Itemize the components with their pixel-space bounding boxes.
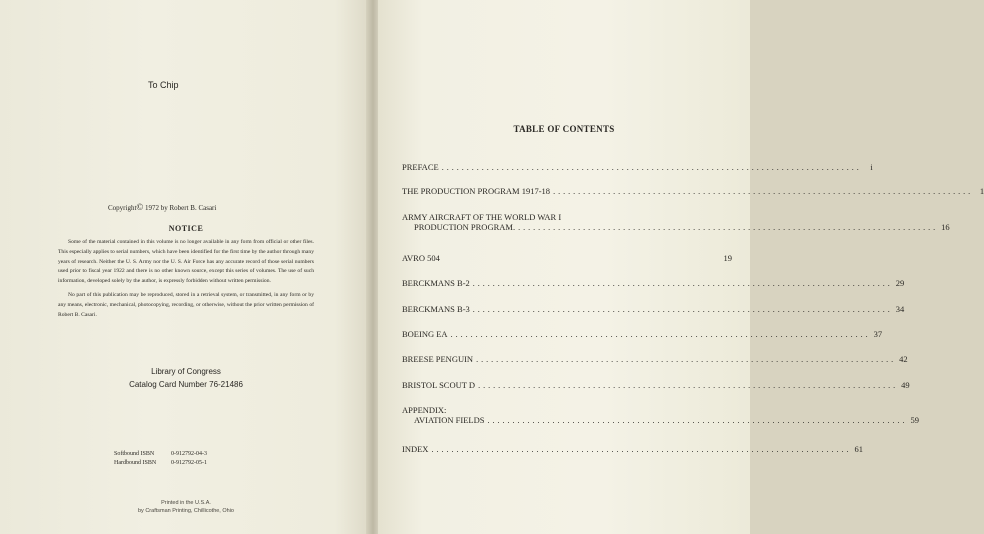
copyright-symbol: © [136,202,144,212]
toc-leader: .................................................................................... [472,305,893,314]
toc-leader: .................................................................................... [476,355,897,364]
toc-entry-title: BREESE PENGUIN [402,354,474,364]
isbn-label: Softbound ISBN [114,451,155,457]
toc-entry-title: BOEING EA [402,329,448,339]
toc-entry-title: ARMY AIRCRAFT OF THE WORLD WAR I [402,212,562,222]
toc-entry [402,253,732,263]
toc-title: TABLE OF CONTENTS [513,124,615,134]
toc-page-number: 61 [854,444,863,454]
library-of-congress [0,366,372,391]
toc-page-number: i [870,162,873,172]
toc-page-number: 59 [910,415,919,425]
toc-entry-title: APPENDIX: [402,405,447,415]
printed-in [0,500,372,515]
toc-entry [402,212,950,232]
toc-entry-title: PREFACE [402,162,439,172]
isbn-value: 0-912792-05-1 [171,459,207,466]
toc-entry-subtitle: AVIATION FIELDS [414,415,485,425]
toc-entry [402,380,910,390]
toc-entry [402,405,919,425]
toc-entry-title: INDEX [402,444,429,454]
isbn-label: Hardbound ISBN [114,459,157,466]
toc-entry [402,162,873,172]
toc-entry-title: BERCKMANS B-2 [402,278,470,288]
isbn-row-hardbound [114,459,207,468]
isbn-row-softbound [114,450,207,459]
toc-entry [402,304,905,314]
isbn-value: 0-912792-04-3 [171,451,207,457]
toc-page-number: 34 [895,304,905,314]
toc-entry-title: AVRO 504 [402,253,440,263]
toc-leader: .................................................................................... [431,445,852,454]
toc-entry [402,444,863,454]
toc-entry-title: THE PRODUCTION PROGRAM 1917-18 [402,186,551,196]
toc-entry [402,354,908,364]
toc-leader: .................................................................................... [487,416,908,425]
toc-entry-title: BRISTOL SCOUT D [402,380,476,390]
toc-entry [402,278,905,288]
printer-line: by Craftsman Printing, Chillicothe, Ohio [138,507,234,514]
toc-entry [402,186,984,196]
toc-leader: .................................................................................... [472,279,893,288]
toc-leader: .................................................................................... [441,163,862,172]
toc-leader: .................................................................................... [553,187,974,196]
printed-line: Printed in the U.S.A. [161,500,211,506]
toc-entry-subtitle: PRODUCTION PROGRAM. [414,222,516,232]
catalog-card-line: Catalog Card Number 76-21486 [129,379,243,389]
toc-page-number: 16 [941,222,950,232]
toc-leader: .................................................................................... [478,381,899,390]
toc-leader: .................................................................................... [450,330,871,339]
notice-paragraph: Some of the material contained in this volume is no longer available in any form from official or other files. This especially applies to serial numbers, which have been identified for the first time by the author through many years of research. Neither the U. S. Army nor the U. S. Air Force has any accurate record of those serial numbers used prior to fiscal year 1922 and there is no other known source, except this series of volumes. The use of such information, developed solely by the author, is expressly forbidden without written permission. [58,239,314,285]
toc-page-number: 29 [895,278,905,288]
toc-page-number: 1 [979,186,984,196]
notice-paragraph: No part of this publication may be reproduced, stored in a retrieval system, or transmitted, in any form or by any means, electronic, mechanical, photocopying, recording, or otherwise, without the prior written permission of Robert B. Casari. [58,291,314,318]
dedication: To Chip [148,80,179,90]
isbn-block [114,450,207,467]
toc-entry [402,329,883,339]
copyright-prefix: Copyright [108,204,137,212]
toc-page-number: 19 [723,253,732,263]
copyright-text: 1972 by Robert B. Casari [144,204,217,212]
notice-body [58,238,314,324]
toc-page-number: 37 [873,329,883,339]
left-page [0,0,372,534]
notice-heading: NOTICE [168,224,204,233]
copyright-line [108,202,216,212]
toc-page-number: 49 [901,380,910,390]
toc-entry-title: BERCKMANS B-3 [402,304,470,314]
library-line: Library of Congress [151,367,221,376]
right-page [378,0,984,534]
toc-page-number: 42 [899,354,908,364]
toc-leader: .................................................................................... [518,223,939,232]
